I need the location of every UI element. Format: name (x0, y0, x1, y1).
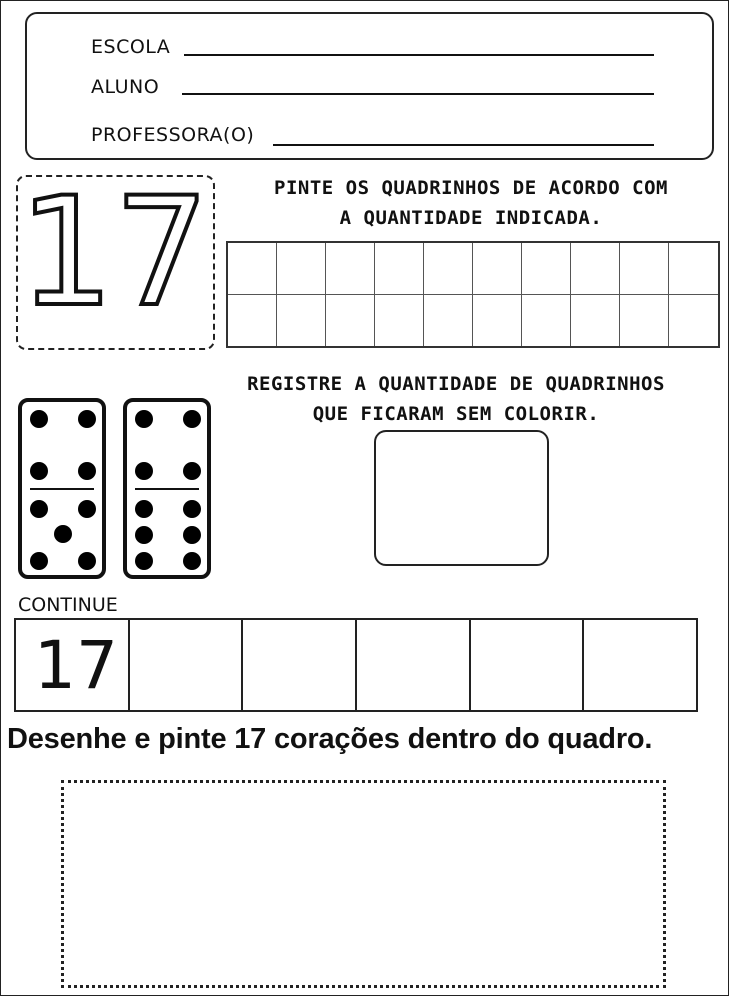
grid-square[interactable] (375, 295, 424, 347)
school-field[interactable] (184, 54, 654, 56)
domino-pip (135, 500, 153, 518)
draw-instruction: Desenhe e pinte 17 corações dentro do quadro. (7, 723, 653, 755)
grid-square[interactable] (326, 243, 375, 295)
record-instruction (197, 369, 715, 429)
domino-pip (135, 552, 153, 570)
teacher-label: PROFESSORA(O) (91, 124, 255, 146)
sequence-cell-1[interactable] (16, 620, 130, 710)
answer-box[interactable] (374, 430, 549, 566)
continue-label: CONTINUE (18, 594, 118, 616)
sequence-cell-4[interactable] (357, 620, 471, 710)
drawing-area[interactable] (61, 780, 666, 988)
grid-square[interactable] (669, 243, 718, 295)
domino-pip (183, 462, 201, 480)
domino-pip (183, 500, 201, 518)
domino-pip (78, 500, 96, 518)
grid-square[interactable] (375, 243, 424, 295)
paint-instruction-line1: PINTE OS QUADRINHOS DE ACORDO COM (274, 177, 668, 199)
domino-pip (78, 462, 96, 480)
grid-square[interactable] (522, 243, 571, 295)
sequence-row (14, 618, 698, 712)
domino-pip (183, 526, 201, 544)
grid-square[interactable] (473, 243, 522, 295)
number-display-box (16, 175, 215, 350)
grid-square[interactable] (277, 295, 326, 347)
domino-pip (30, 552, 48, 570)
grid-square[interactable] (228, 243, 277, 295)
domino-1 (18, 398, 106, 579)
domino-pip (135, 410, 153, 428)
grid-square[interactable] (571, 295, 620, 347)
grid-square[interactable] (669, 295, 718, 347)
teacher-field[interactable] (273, 144, 654, 146)
school-label: ESCOLA (91, 36, 171, 58)
outlined-number: 17 (18, 177, 210, 340)
sequence-cell-3[interactable] (243, 620, 357, 710)
domino-pip (78, 552, 96, 570)
sequence-cell-6[interactable] (584, 620, 696, 710)
sequence-cell-5[interactable] (471, 620, 585, 710)
grid-square[interactable] (522, 295, 571, 347)
domino-pip (183, 552, 201, 570)
grid-square[interactable] (620, 243, 669, 295)
paint-instruction (223, 173, 719, 233)
coloring-grid (226, 241, 720, 348)
domino-pip (54, 525, 72, 543)
domino-pip (30, 410, 48, 428)
student-label: ALUNO (91, 76, 160, 98)
domino-pip (30, 462, 48, 480)
sequence-start-number: 17 (34, 627, 118, 704)
grid-square[interactable] (228, 295, 277, 347)
grid-square[interactable] (424, 243, 473, 295)
paint-instruction-line2: A QUANTIDADE INDICADA. (339, 207, 603, 229)
domino-pip (135, 462, 153, 480)
grid-square[interactable] (620, 295, 669, 347)
grid-square[interactable] (326, 295, 375, 347)
student-info-box (25, 12, 714, 160)
student-field[interactable] (182, 93, 654, 95)
sequence-cell-2[interactable] (130, 620, 244, 710)
domino-pip (135, 526, 153, 544)
record-instruction-line2: QUE FICARAM SEM COLORIR. (312, 403, 600, 425)
domino-pip (30, 500, 48, 518)
record-instruction-line1: REGISTRE A QUANTIDADE DE QUADRINHOS (247, 373, 665, 395)
grid-square[interactable] (277, 243, 326, 295)
grid-square[interactable] (571, 243, 620, 295)
grid-square[interactable] (424, 295, 473, 347)
grid-square[interactable] (473, 295, 522, 347)
domino-pip (78, 410, 96, 428)
